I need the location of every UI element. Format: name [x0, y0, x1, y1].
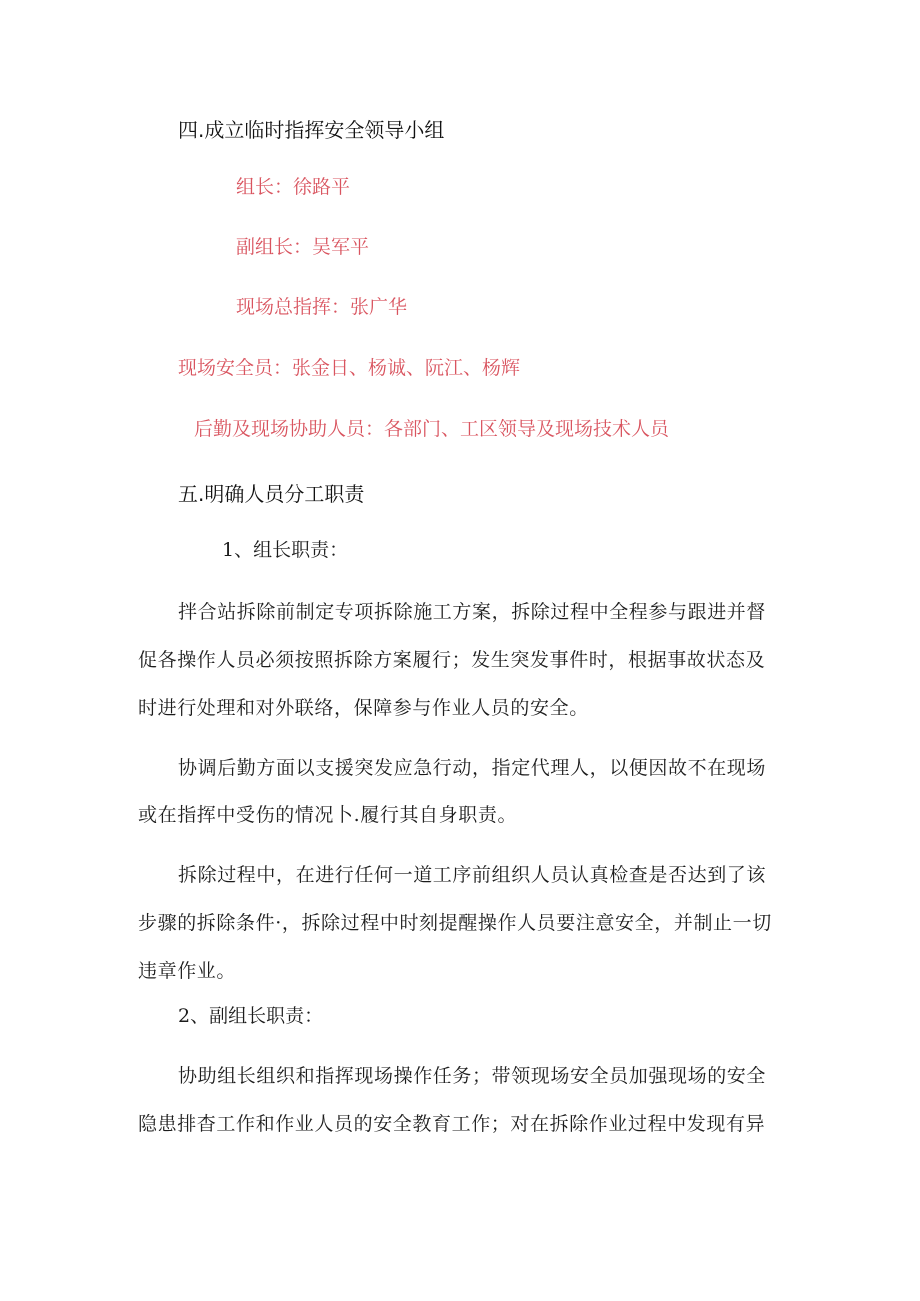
- item-1-para-2-line-1: 协调后勤方面以支援突发应急行动，指定代理人，以便因故不在现场: [178, 757, 767, 779]
- item-2-para-1-line-2: 隐患排杳工作和作业人员的安全教育工作；对在拆除作业过程中发现有异: [138, 1113, 766, 1135]
- deputy-leader-line: 副组长：吴军平: [236, 236, 370, 258]
- item-1-para-3-line-1: 拆除过程中，在进行任何一道工序前组织人员认真检查是否达到了该: [178, 864, 767, 886]
- item-2-title: 2、副组长职责：: [178, 1005, 324, 1027]
- leader-line: 组长：徐路平: [236, 176, 351, 198]
- item-1-para-2-line-2: 或在指挥中受伤的情况卜.履行其自身职责。: [138, 804, 518, 826]
- safety-officers-line: 现场安全员：张金日、杨诚、阮江、杨辉: [178, 357, 521, 379]
- section-5-heading: 五.明确人员分工职责: [178, 482, 365, 506]
- site-commander-line: 现场总指挥：张广华: [236, 296, 408, 318]
- item-1-para-1-line-2: 促各操作人员必须按照拆除方案履行；发生突发事件时，根据事故状态及: [138, 649, 766, 671]
- item-2-para-1-line-1: 协助组长组织和指挥现场操作任务；带领现场安全员加强现场的安全: [178, 1065, 767, 1087]
- item-1-title: 1、组长职责：: [222, 539, 349, 561]
- support-staff-line: 后勤及现场协助人员：各部门、工区领导及现场技术人员: [194, 418, 670, 440]
- section-4-heading: 四.成立临时指挥安全领导小组: [178, 118, 445, 142]
- item-1-para-1-line-1: 拌合站拆除前制定专项拆除施工方案，拆除过程中全程参与跟进并督: [178, 601, 767, 623]
- item-1-para-3-line-3: 违章作业。: [138, 960, 237, 982]
- item-1-para-3-line-2: 步骤的拆除条件·，拆除过程中时刻提醒操作人员要注意安全，并制止一切: [138, 912, 772, 934]
- item-1-para-1-line-3: 时进行处理和对外联络，保障参与作业人员的安全。: [138, 697, 589, 719]
